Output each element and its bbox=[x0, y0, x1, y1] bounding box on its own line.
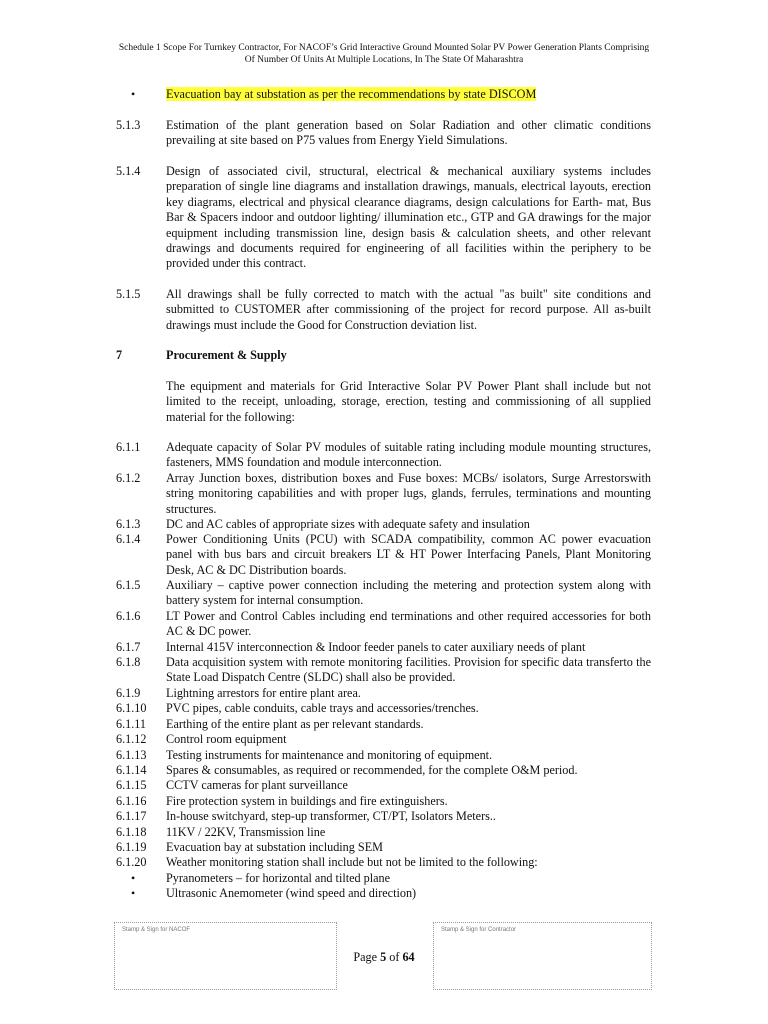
item-number: 6.1.5 bbox=[116, 578, 141, 592]
clause-text: All drawings shall be fully corrected to match with the actual "as built" site conditions and submitted to CUSTOMER after commissioning of the project for record purpose. All as-built drawings must include the Good for Construction deviation list. bbox=[166, 287, 651, 332]
item-text: Earthing of the entire plant as per relevant standards. bbox=[166, 717, 424, 731]
item-text: CCTV cameras for plant surveillance bbox=[166, 778, 348, 792]
item-text: Spares & consumables, as required or recommended, for the complete O&M period. bbox=[166, 763, 578, 777]
item-number: 6.1.2 bbox=[116, 471, 141, 485]
item-text: LT Power and Control Cables including end terminations and other required accessories for both AC & DC power. bbox=[166, 609, 651, 639]
header-line-2: Of Number Of Units At Multiple Locations, In The State Of Maharashtra bbox=[244, 55, 524, 65]
item-text: DC and AC cables of appropriate sizes with adequate safety and insulation bbox=[166, 517, 530, 531]
document-header bbox=[100, 42, 668, 66]
item-number: 6.1.7 bbox=[116, 640, 141, 654]
clause-number: 5.1.3 bbox=[116, 118, 141, 132]
clause-text: Design of associated civil, structural, electrical & mechanical auxiliary systems includes preparation of single line diagrams and installation drawings, manuals, electrical layouts, erection key diagrams, electrical and physical clearance diagrams, design calculations for Earth- mat, Bus Bar & Spacers indoor and outdoor lighting/ illumination etc., GTP and GA drawings for the major equipment including transmission line, design basis & calculation sheets, and other relevant drawings and documents required for engineering of all facilities within the periphery to be provided under this contract. bbox=[166, 164, 651, 271]
item-text: Data acquisition system with remote monitoring facilities. Provision for specific data transferto the State Load Dispatch Centre (SLDC) shall also be provided. bbox=[166, 655, 651, 685]
page-prefix: Page bbox=[353, 950, 378, 964]
item-text: Evacuation bay at substation including SEM bbox=[166, 840, 383, 854]
header-line-1: Schedule 1 Scope For Turnkey Contractor, For NACOF’s Grid Interactive Ground Mounted Solar PV Power Generation Plants Comprising bbox=[118, 43, 650, 53]
item-text: 11KV / 22KV, Transmission line bbox=[166, 825, 326, 839]
section-title: Procurement & Supply bbox=[166, 348, 287, 362]
item-text: Internal 415V interconnection & Indoor feeder panels to cater auxiliary needs of plant bbox=[166, 640, 586, 654]
item-number: 6.1.1 bbox=[116, 440, 141, 454]
bullet-icon: • bbox=[131, 871, 136, 885]
item-number: 6.1.16 bbox=[116, 794, 147, 808]
item-number: 6.1.10 bbox=[116, 701, 147, 715]
item-text: Testing instruments for maintenance and monitoring of equipment. bbox=[166, 748, 493, 762]
bullet-icon: • bbox=[131, 886, 136, 900]
item-number: 6.1.4 bbox=[116, 532, 141, 546]
page-number bbox=[336, 950, 432, 965]
item-text: Weather monitoring station shall include but not be limited to the following: bbox=[166, 855, 538, 869]
page-of: of bbox=[389, 950, 400, 964]
item-text: Control room equipment bbox=[166, 732, 287, 746]
section-intro: The equipment and materials for Grid Interactive Solar PV Power Plant shall include but not limited to the receipt, unloading, storage, erection, testing and commissioning of all supplied material for the following: bbox=[166, 379, 651, 424]
item-number: 6.1.18 bbox=[116, 825, 147, 839]
item-number: 6.1.20 bbox=[116, 855, 147, 869]
item-text: Power Conditioning Units (PCU) with SCADA compatibility, common AC power evacuation panel with bus bars and circuit breakers LT & HT Power Interfacing Panels, Plant Monitoring Desk, AC & DC Distribution boards. bbox=[166, 532, 651, 577]
item-number: 6.1.15 bbox=[116, 778, 147, 792]
item-number: 6.1.13 bbox=[116, 748, 147, 762]
stamp-box-nacof bbox=[114, 922, 337, 990]
item-text: In-house switchyard, step-up transformer, CT/PT, Isolators Meters.. bbox=[166, 809, 496, 823]
section-number: 7 bbox=[116, 348, 123, 362]
item-number: 6.1.19 bbox=[116, 840, 147, 854]
page-total: 64 bbox=[402, 950, 415, 964]
item-number: 6.1.9 bbox=[116, 686, 141, 700]
clause-number: 5.1.5 bbox=[116, 287, 141, 301]
item-number: 6.1.6 bbox=[116, 609, 141, 623]
sub-bullet-text: Pyranometers – for horizontal and tilted plane bbox=[166, 871, 391, 885]
item-text: Auxiliary – captive power connection including the metering and protection system along with battery system for internal consumption. bbox=[166, 578, 651, 608]
bullet-icon: • bbox=[131, 87, 136, 101]
item-number: 6.1.17 bbox=[116, 809, 147, 823]
item-number: 6.1.3 bbox=[116, 517, 141, 531]
clause-number: 5.1.4 bbox=[116, 164, 141, 178]
item-number: 6.1.11 bbox=[116, 717, 147, 731]
item-text: Array Junction boxes, distribution boxes and Fuse boxes: MCBs/ isolators, Surge Arrestorswith string monitoring capabilities and with proper lugs, glands, ferrules, terminations and mounting structures. bbox=[166, 471, 651, 516]
item-number: 6.1.14 bbox=[116, 763, 147, 777]
item-text: Fire protection system in buildings and fire extinguishers. bbox=[166, 794, 448, 808]
top-bullet-text bbox=[166, 87, 651, 102]
clause-text: Estimation of the plant generation based on Solar Radiation and other climatic conditions prevailing at site based on P75 values from Energy Yield Simulations. bbox=[166, 118, 651, 148]
item-text: Lightning arrestors for entire plant area. bbox=[166, 686, 361, 700]
item-number: 6.1.8 bbox=[116, 655, 141, 669]
highlighted-text: Evacuation bay at substation as per the recommendations by state DISCOM bbox=[166, 87, 537, 101]
stamp-label: Stamp & Sign for NACOF bbox=[122, 927, 191, 933]
page-current: 5 bbox=[380, 950, 387, 964]
item-text: Adequate capacity of Solar PV modules of suitable rating including module mounting structures, fasteners, MMS foundation and module interconnection. bbox=[166, 440, 651, 470]
stamp-box-contractor bbox=[433, 922, 652, 990]
sub-bullet-text: Ultrasonic Anemometer (wind speed and direction) bbox=[166, 886, 417, 900]
item-number: 6.1.12 bbox=[116, 732, 147, 746]
stamp-label: Stamp & Sign for Contractor bbox=[441, 927, 517, 933]
item-text: PVC pipes, cable conduits, cable trays and accessories/trenches. bbox=[166, 701, 479, 715]
